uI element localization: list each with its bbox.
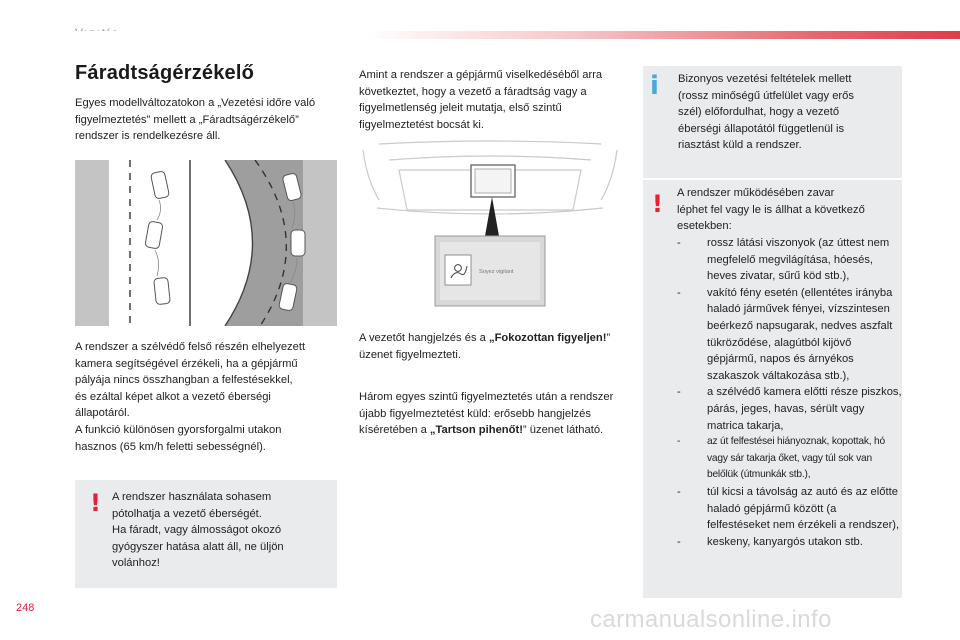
- text-line: pótolhatja a vezető éberségét.: [112, 507, 262, 520]
- text-span: Három egyes szintű figyelmeztetés után a rendszer újabb figyelmeztetést küld: erősebb hangjelzés kíséretében a: [359, 391, 614, 437]
- camera-description: [75, 339, 345, 455]
- message-name: „Tartson pihenőt!: [429, 424, 523, 437]
- list-item: [677, 434, 902, 484]
- text-line: Ha fáradt, vagy álmosságot okozó: [112, 524, 282, 537]
- text-line: esetekben:: [677, 220, 732, 233]
- text-line: léphet fel vagy le is állhat a következő: [677, 203, 865, 216]
- warning-icon: !: [90, 489, 101, 517]
- list-item: [677, 235, 902, 285]
- three-warnings-paragraph: [359, 389, 621, 439]
- text-span: ” üzenet figyelmezteti.: [359, 332, 611, 361]
- warning-icon: !: [652, 190, 663, 218]
- page-title: Fáradtságérzékelő: [75, 62, 255, 84]
- list-item-text: a szélvédő kamera előtti része piszkos, párás, jeges, havas, sérült vagy matrica takarja,: [707, 386, 902, 432]
- text-line: A rendszer a szélvédő felső részén elhelyezett: [75, 341, 306, 353]
- text-line: gyógyszer hatása alatt áll, ne üljön: [112, 540, 284, 553]
- list-item-text: túl kicsi a távolság az autó és az előtte haladó gépjármű között (a felfestéseket nem érzékeli a rendszer),: [707, 485, 900, 532]
- text-span: A vezetőt hangjelzés és a: [359, 332, 489, 344]
- display-message: Soyez vigilant: [479, 269, 514, 275]
- list-item-text: az út felfestései hiányoznak, kopottak, hó vagy sár takarja őket, vagy túl sok van belőlük (útmunkák stb.),: [707, 436, 885, 481]
- dash: -: [677, 386, 681, 399]
- lane-drift-illustration: [75, 160, 337, 326]
- text-line: pályája nincs összhangban a felfestésekkel,: [75, 374, 293, 387]
- list-item-text: keskeny, kanyargós utakon stb.: [707, 535, 863, 548]
- text-line: és ezáltal képet alkot a vezető éberségi: [75, 390, 271, 403]
- text-line: riasztást küld a rendszer.: [678, 139, 802, 152]
- list-item: [677, 285, 902, 385]
- conditions-list: [677, 235, 902, 550]
- text-span: ” üzenet látható.: [522, 424, 604, 437]
- text-line: A funkció különösen gyorsforgalmi utakon: [75, 423, 282, 436]
- text-line: Bizonyos vezetési feltételek mellett: [678, 73, 852, 85]
- list-item-text: rossz látási viszonyok (az úttest nem megfelelő megvilágítása, hóesés, heves zivatar, sűrű köd stb.),: [707, 237, 890, 283]
- text-line: volánhoz!: [112, 557, 160, 570]
- info-text: [678, 71, 900, 154]
- list-item-text: vakító fény esetén (ellentétes irányba haladó járművek fényei, vízszintesen beérkező napsugarak, nedves aszfalt tükröződése, alagútból kijövő gépjármű, napos és árnyékos szakaszok váltakozása stb.),: [707, 286, 893, 382]
- list-item: [677, 534, 902, 551]
- list-item: [677, 484, 902, 534]
- text-line: kamera segítségével érzékeli, ha a gépjármű: [75, 357, 298, 370]
- text-line: A rendszer működésében zavar: [677, 187, 835, 199]
- dash: -: [677, 237, 681, 249]
- dash: -: [677, 436, 681, 448]
- warning-text-left: [112, 489, 332, 572]
- text-line: éberségi állapotától függetlenül is: [678, 122, 845, 135]
- message-name: „Fokozottan figyeljen!: [488, 332, 607, 344]
- text-line: A rendszer használata sohasem: [112, 491, 272, 503]
- dashboard-display-illustration: [359, 140, 621, 318]
- page-number: 248: [16, 602, 35, 614]
- warning-text-right: [677, 185, 902, 235]
- chime-paragraph: [359, 330, 621, 363]
- header-bar: [0, 31, 960, 39]
- info-icon: i: [650, 71, 659, 101]
- intro-paragraph: Egyes modellváltozatokon a „Vezetési időre való figyelmeztetés” mellett a „Fáradtságérzékelő” rendszer is rendelkezésre áll.: [75, 97, 316, 143]
- dash: -: [677, 485, 681, 498]
- watermark: carmanualsonline.info: [590, 606, 832, 633]
- text-line: hasznos (65 km/h feletti sebességnél).: [75, 440, 266, 453]
- text-line: szél) előfordulhat, hogy a vezető: [678, 106, 840, 119]
- dash: -: [677, 535, 681, 548]
- list-item: [677, 384, 902, 434]
- text-line: (rossz minőségű útfelület vagy erős: [678, 89, 854, 102]
- mid-intro-paragraph: Amint a rendszer a gépjármű viselkedéséből arra következtet, hogy a vezető a fáradtság vagy a figyelmetlenség jeleit mutatja, első szintű figyelmeztetést bocsát ki.: [359, 69, 603, 131]
- dash: -: [677, 286, 681, 299]
- text-line: állapotáról.: [75, 407, 130, 420]
